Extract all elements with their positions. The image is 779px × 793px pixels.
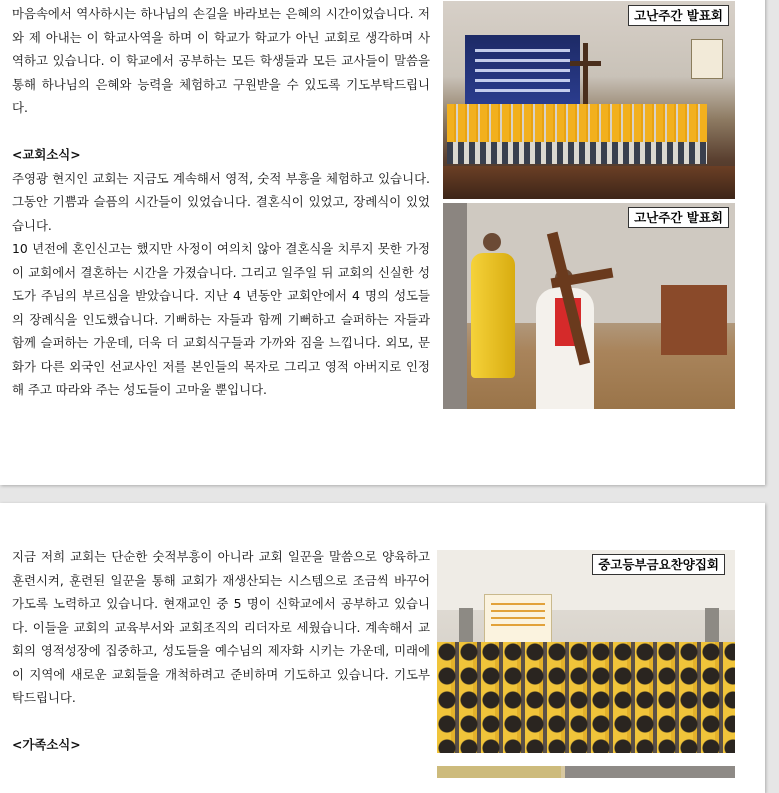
photo-easter-week-presentation-cross <box>443 203 735 409</box>
spacer <box>12 710 430 734</box>
yellow-robed-actor <box>471 253 515 378</box>
family-news-heading: <가족소식> <box>12 737 81 752</box>
photo-caption: 고난주간 발표회 <box>628 5 729 26</box>
next-photos-partial <box>437 766 735 778</box>
photo-easter-week-presentation-stage <box>443 1 735 199</box>
church-news-paragraph-1: 주영광 현지인 교회는 지금도 계속해서 영적, 숫적 부흥을 체험하고 있습니다. 그동안 기쁨과 슬픔의 시간들이 있었습니다. 결혼식이 있었고, 장례식이 있었습니다. <box>12 170 430 233</box>
cross-icon <box>583 43 588 113</box>
text-column <box>12 2 430 402</box>
text-column <box>12 545 430 757</box>
flag <box>691 39 723 79</box>
document-page-2 <box>0 503 765 793</box>
spacer <box>12 120 430 144</box>
pews <box>443 166 735 199</box>
photo-caption: 고난주간 발표회 <box>628 207 729 228</box>
projector-screen <box>465 35 580 107</box>
wooden-door <box>661 285 727 355</box>
youth-crowd <box>437 642 735 753</box>
church-news-paragraph-2: 10 년전에 혼인신고는 했지만 사정이 여의치 않아 결혼식을 치루지 못한 가정이 교회에서 결혼하는 시간을 가졌습니다. 그리고 일주일 뒤 교회의 신실한 성도가 주님의 부르심을 받았습니다. 지난 4 년동안 교회안에서 4 명의 성도들의 장례식을 인도했습니다. 기뻐하는 자들과 함께 기뻐하고 슬퍼하는 자들과 함께 슬퍼하는 가운데, 더욱 더 교회식구들과 가까와 짐을 느낍니다. 외모, 문화가 다른 외국인 선교사인 저를 본인들의 목자로 그리고 영적 아버지로 인정해 주고 따라와 주는 성도들이 고마울 뿐입니다. <box>12 241 430 397</box>
photo-caption: 중고등부금요찬양집회 <box>592 554 725 575</box>
church-growth-paragraph: 지금 저희 교회는 단순한 숫적부흥이 아니라 교회 일꾼을 말씀으로 양육하고 훈련시켜, 훈련된 일꾼을 통해 교회가 재생산되는 시스템으로 조금씩 바꾸어 가도록 노력하고 있습니다. 현재교인 중 5 명이 신학교에서 공부하고 있습니다. 이들을 교회의 교육부서와 교회조직의 리더자로 세웠습니다. 계속해서 교회의 영적성장에 집중하고, 성도들을 예수님의 제자화 시키는 가운데, 미래에 이 지역에 새로운 교회들을 개척하려고 준비하며 기도하고 있습니다. 기도부탁드립니다. <box>12 549 430 705</box>
photo-youth-friday-worship <box>437 550 735 753</box>
church-news-heading: <교회소식> <box>12 147 81 162</box>
intro-paragraph: 마음속에서 역사하시는 하나님의 손길을 바라보는 은혜의 시간이었습니다. 저와 제 아내는 이 학교사역을 하며 이 학교가 학교가 아닌 교회로 생각하며 사역하고 있습니다. 이 학교에서 공부하는 모든 학생들과 모든 교사들이 말씀을 통해 하나님의 은혜와 능력을 체험하고 구원받을 수 있도록 기도부탁드립니다. <box>12 6 430 115</box>
